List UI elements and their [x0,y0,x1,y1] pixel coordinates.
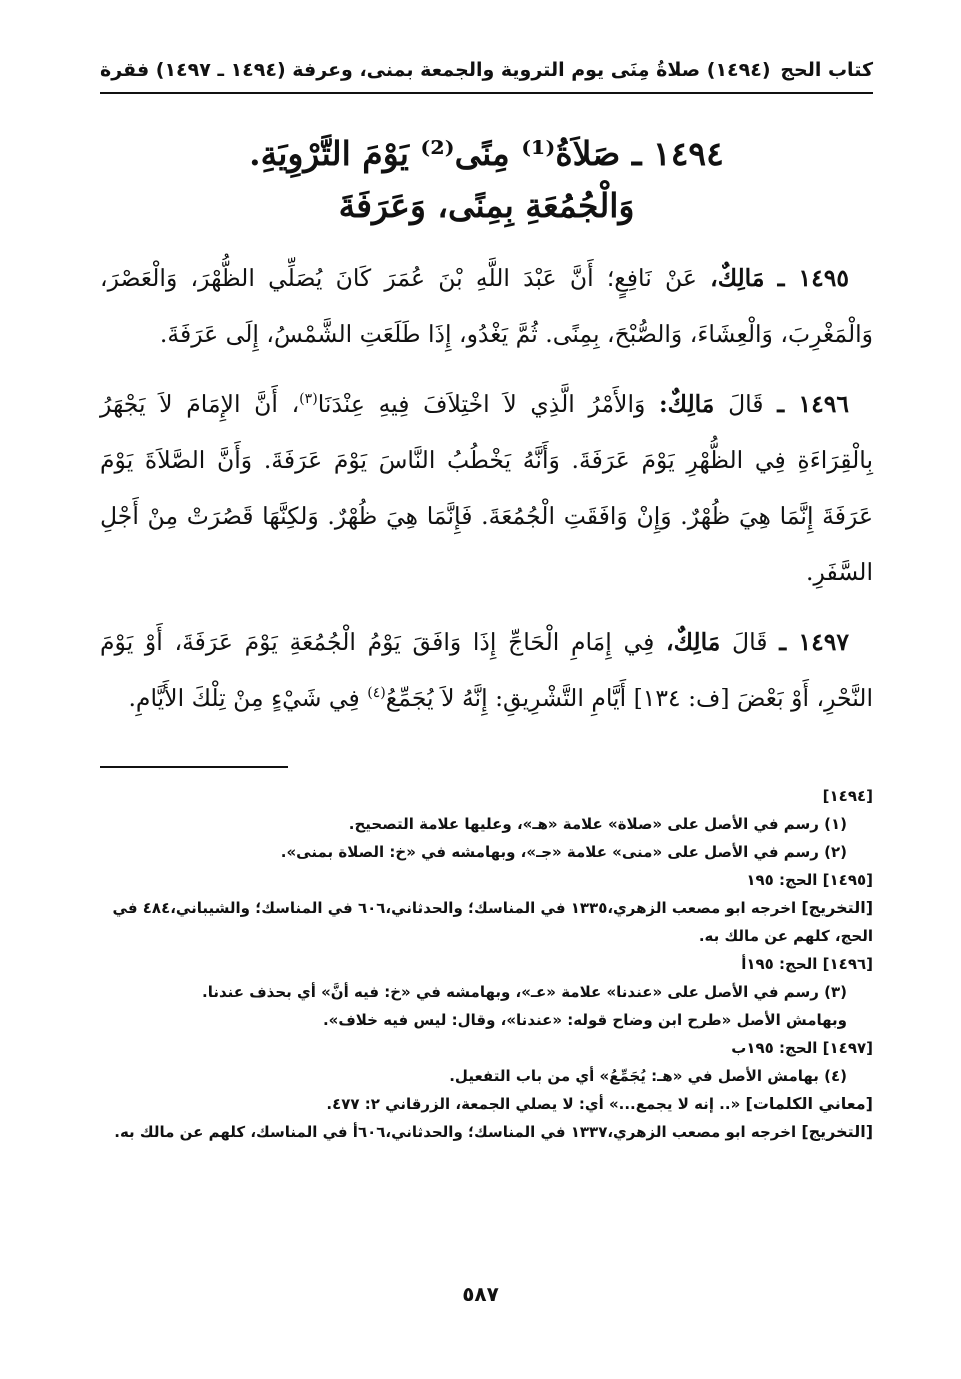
paragraph-text-cont: فِي شَيْءٍ مِنْ تِلْكَ الأَيَّامِ. [128,684,368,712]
paragraph-number: ١٤٩٧ ـ [779,628,849,656]
word-meanings [100,1090,873,1118]
narrator-name: مَالِكٌ، [710,264,765,292]
paragraph-text-cont: ، أَنَّ الإِمَامَ لاَ يَجْهَرُ بِالْقِرَاءَةِ فِي الظُّهْرِ يَوْمَ عَرَفَةَ. وَأَنَّهُ يَخْطُبُ النَّاسَ يَوْمَ عَرَفَةَ. وَأَنَّ الصَّلاَةَ يَوْمَ عَرَفَةَ إِنَّمَا هِيَ ظُهْرٌ. وَإِنْ وَافَقَتِ الْجُمُعَةَ. فَإِنَّمَا هِيَ ظُهْرٌ. وَلكِنَّهَا قَصُرَتْ مِنْ أَجْلِ السَّفَرِ. [100,390,873,586]
takhrij-text: اخرجه ابو مصعب الزهري،١٣٣٥ في المناسك؛ والحدثاني،٦٠٦ في المناسك؛ والشيباني،٤٨٤ في الحج، كلهم عن مالك به. [112,899,873,945]
running-header [100,52,873,88]
word-meanings-text: «.. إنه لا يجمع...» أي: لا يصلي الجمعة، الزرقاني ٢: ٤٧٧. [326,1095,741,1113]
note-ref-1494: [١٤٩٤] [822,787,873,805]
header-book-title: كتاب الحج [780,59,873,81]
footnotes [100,782,873,1146]
header-divider [100,92,873,94]
narrator-name: مَالِكٌ، [666,628,721,656]
note-ref-1495: [١٤٩٥] الحج: ١٩٥ [746,871,873,889]
footnote-separator [100,766,288,768]
page-number: ٥٨٧ [462,1282,499,1306]
footnote-marker-4: (٤) [367,685,386,702]
paragraph-text: فِي إِمَامِ الْحَاجِّ إِذَا وَافَقَ يَوْمُ الْجُمُعَةِ يَوْمَ عَرَفَةَ، أَوْ يَوْمَ النَّحْرِ، أَوْ بَعْضَ [ف: ١٣٤] أَيَّامِ التَّشْرِيقِ: إِنَّهُ لاَ يُجَمِّعُ [100,628,873,712]
paragraph-1495 [100,250,873,362]
chapter-title [100,128,873,232]
paragraph-number: ١٤٩٦ ـ [777,390,849,418]
header-section-title [100,59,771,81]
note-ref-1497: [١٤٩٧] الحج: ١٩٥ب [731,1039,873,1057]
paragraph-1496 [100,376,873,600]
paragraph-lead: قَالَ [728,390,764,418]
paragraph-text: عَنْ نَافِعٍ؛ أَنَّ عَبْدَ اللَّهِ بْنَ عُمَرَ كَانَ يُصَلِّي الظُّهْرَ، وَالْعَصْرَ، وَالْمَغْرِبَ، وَالْعِشَاءَ، وَالصُّبْحَ، بِمِنًى. ثُمَّ يَغْدُو، إِذَا طَلَعَتِ الشَّمْسُ، إِلَى عَرَفَةَ. [100,264,873,348]
takhrij-text: اخرجه ابو مصعب الزهري،١٣٣٧ في المناسك؛ والحدثاني،٦٠٦أ في المناسك، كلهم عن مالك به. [114,1123,797,1141]
footnote-4: (٤) بهامش الأصل في «هـ: يُجَمِّعُ» أي من باب التفعيل. [449,1067,847,1085]
main-text [100,250,873,740]
chapter-title-line-1: ١٤٩٤ ـ صَلاَةُ⁽¹⁾ مِنًى⁽²⁾ يَوْمَ التَّرْوِيَةِ. [249,134,724,173]
paragraph-lead: قَالَ [732,628,768,656]
takhrij-1495 [100,894,873,950]
footnote-marker-3: (٣) [299,391,318,408]
paragraph-number: ١٤٩٥ ـ [777,264,849,292]
footnote-1: (١) رسم في الأصل على «صلاة» علامة «هـ»، وعليها علامة التصحيح. [348,815,847,833]
takhrij-1497 [100,1118,873,1146]
paragraph-text: وَالأَمْرُ الَّذِي لاَ اخْتِلاَفَ فِيهِ عِنْدَنَا [317,390,646,418]
footnote-3-continued: وبهامش الأصل «طرح ابن وضاح قوله: «عندنا»، وقال: ليس فيه خلاف». [322,1011,847,1029]
header-section: (١٤٩٤) صلاةُ مِنَى يوم التروية والجمعة بمنى، وعرفة [292,59,771,81]
word-meanings-label: [معاني الكلمات] [745,1094,873,1113]
narrator-name: مَالِكٌ: [659,390,715,418]
footnote-2: (٢) رسم في الأصل على «منى» علامة «جـ»، وبهامشه في «خ: الصلاة بمنى». [280,843,847,861]
note-ref-1496: [١٤٩٦] الحج: ١٩٥أ [741,955,873,973]
takhrij-label: [التخريج] [801,1122,873,1141]
chapter-title-line-2: وَالْجُمُعَةِ بِمِنًى، وَعَرَفَةَ [338,186,635,225]
takhrij-label: [التخريج] [801,898,873,917]
footnote-3: (٣) رسم في الأصل على «عندنا» علامة «عـ»، وبهامشه في «خ: فيه أنَّ» أي بحذف عندنا. [202,983,847,1001]
paragraph-1497 [100,614,873,726]
header-paragraph-range: (١٤٩٤ ـ ١٤٩٧) فقرة [100,59,286,81]
